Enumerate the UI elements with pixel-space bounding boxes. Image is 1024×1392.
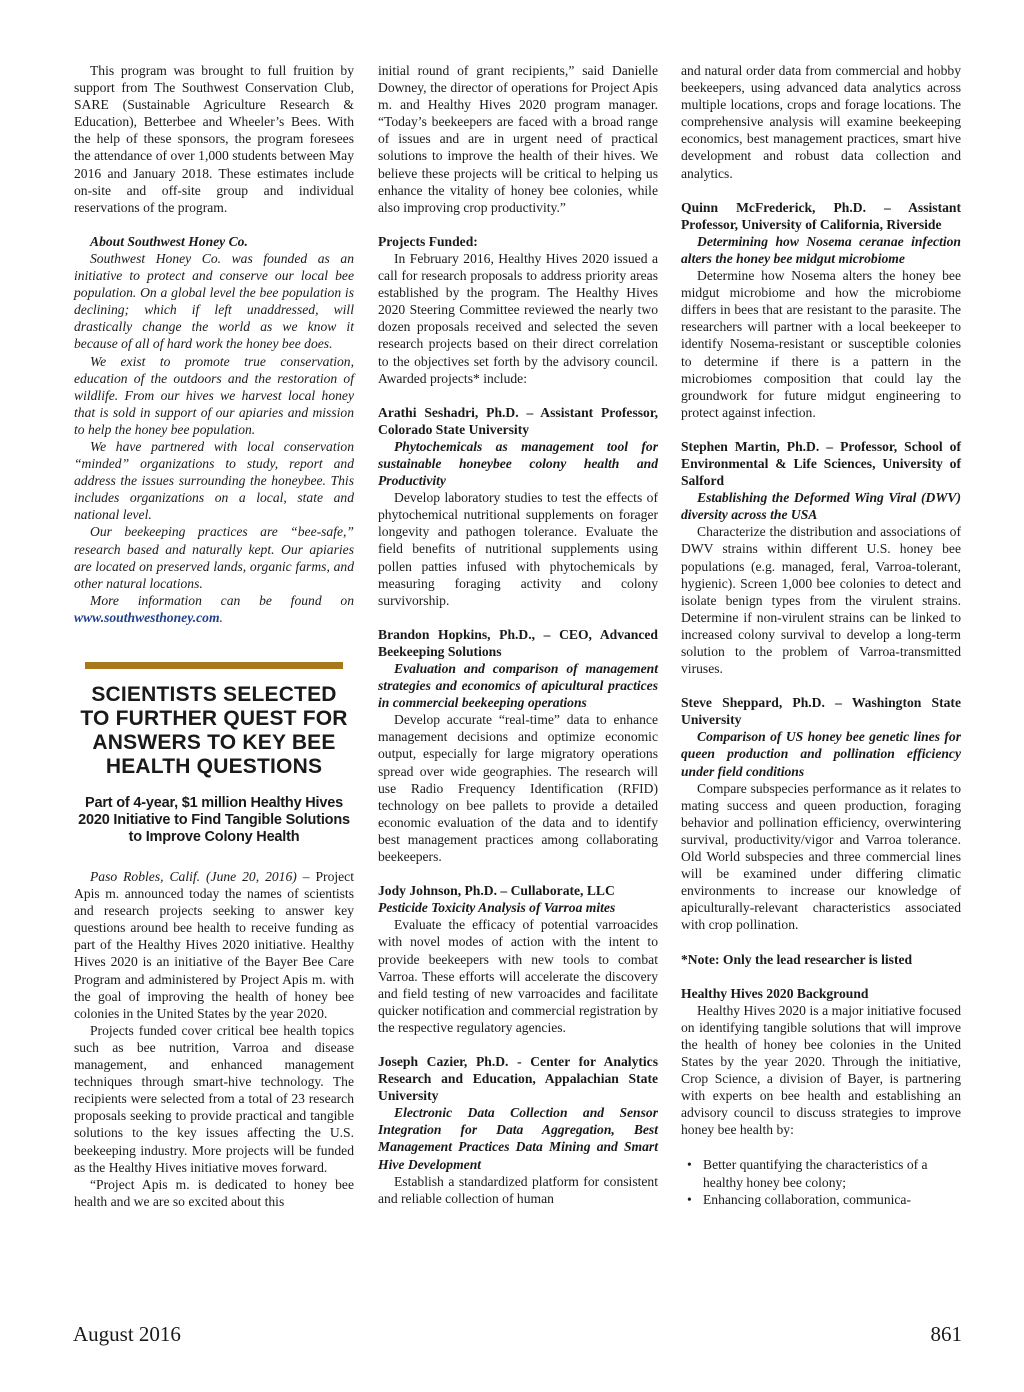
project-1-description: Develop laboratory studies to test the effects of phytochemical nutritional supplements on forager longevity and pathogen tolerance. Evaluate the field benefits of nutritional supplements using pollen patties infused with phytochemicals by measuring foraging activity and colony survivorship.: [378, 490, 658, 608]
news-paragraph-1: [74, 868, 354, 1022]
researcher-note: *Note: Only the lead researcher is listed: [681, 951, 913, 967]
project-4-description: Establish a standardized platform for consistent and reliable collection of human: [378, 1173, 658, 1206]
project-5-description: Determine how Nosema alters the honey bee midgut microbiome and how the microbiome differs in bees that are resistant to the parasite. The researchers will partner with a local beekeeper to identify Nosema-resistant or susceptible colonies to determine if there is a pattern in the microbiomes composition that could lay the groundwork for future midgut engineering to protect against infection.: [681, 268, 961, 420]
column-1: [74, 62, 354, 1210]
project-4-researcher: Joseph Cazier, Ph.D. - Center for Analytics Research and Education, Appalachian State University: [378, 1053, 658, 1104]
project-7-description: Compare subspecies performance as it relates to mating success and queen production, foraging behavior and pollination efficiency, overwintering survival, productivity/vigor and Varroa tolerance. Old World subspecies and three commercial lines will be examined under differing climatic environments to increase our knowledge of apiculturally-relevant characteristics associated with crop pollination.: [681, 780, 961, 933]
about-period: .: [219, 609, 223, 625]
project-2-description: Develop accurate “real-time” data to enhance management decisions and optimize economic output, especially for large migratory operations spread over wide geographies. The research will use Radio Frequency Identification (RFID) technology on bee pallets to provide a detailed economic evaluation of the data and to identify best management practices among collaborating beekeepers.: [378, 712, 658, 865]
background-bullet-list: [681, 1156, 961, 1207]
section-divider-rule: [85, 662, 343, 669]
intro-paragraph: This program was brought to full fruition by support from The Southwest Conservation Club, SARE (Sustainable Agriculture Research & Education), Betterbee and Wheeler’s Bees. With the help of these sponsors, the program foresees the attendance of over 1,000 students between May 2016 and January 2018. These estimates include on-site and off-site group and individual reservations of the program.: [74, 63, 354, 215]
project-7-researcher: Steve Sheppard, Ph.D. – Washington State University: [681, 695, 961, 728]
background-heading: Healthy Hives 2020 Background: [681, 985, 869, 1001]
project-1-researcher: Arathi Seshadri, Ph.D. – Assistant Professor, Colorado State University: [378, 404, 658, 437]
project-3-description: Evaluate the efficacy of potential varroacides with novel modes of action with the intent to provide beekeepers with new tools to combat Varroa. These efforts will accelerate the discovery and field testing of new varroacides and facilitate quicker notification and commercial registration by the respective regulatory agencies.: [378, 917, 658, 1035]
project-6-description: Characterize the distribution and associations of DWV strains within different U.S. honey bee populations (e.g. managed, feral, Varroa-tolerant, hygienic). Screen 1,000 bee colonies to detect and isolate benign types from the virulent strains. Determine if non-virulent strains can be linked to increased colony survival to develop a long-term solution to the problem of Varroa-transmitted viruses.: [681, 524, 961, 677]
bullet-item: • Better quantifying the characteristics of a healthy honey bee colony;: [687, 1156, 961, 1190]
southwest-honey-link[interactable]: www.southwesthoney.com: [74, 609, 220, 625]
project-4-continuation: and natural order data from commercial and hobby beekeepers, using advanced data analytics across multiple locations, crops and forage locations. The comprehensive analysis will examine beekeeping economics, best management practices, smart hive development and robust data collection and analytics.: [681, 63, 961, 181]
dateline: Paso Robles, Calif. (June 20, 2016): [90, 869, 297, 884]
project-7-title: Comparison of US honey bee genetic lines for queen production and pollination efficiency under field conditions: [681, 729, 961, 779]
projects-funded-heading: Projects Funded:: [378, 233, 478, 249]
quote-continuation: initial round of grant recipients,” said Danielle Downey, the director of operations for Project Apis m. and Healthy Hives 2020 program manager. “Today’s beekeepers are faced with a broad range of issues and are in urgent need of practical solutions to improve the health of their hives. We believe these projects will be critical to helping us enhance the vitality of honey bee colonies, while also improving crop productivity.”: [378, 63, 658, 215]
column-3: [681, 62, 961, 1208]
project-6-researcher: Stephen Martin, Ph.D. – Professor, School of Environmental & Life Sciences, University of Salford: [681, 438, 961, 489]
project-2-researcher: Brandon Hopkins, Ph.D., – CEO, Advanced Beekeeping Solutions: [378, 626, 658, 659]
about-paragraph-4: Our beekeeping practices are “bee-safe,” research based and naturally kept. Our apiaries are located on preserved lands, organic farms, and other natural locations.: [74, 524, 354, 591]
about-heading: About Southwest Honey Co.: [90, 233, 248, 249]
projects-funded-paragraph: In February 2016, Healthy Hives 2020 issued a call for research proposals to address priority areas established by the program. The Healthy Hives 2020 Steering Committee reviewed the nearly two dozen proposals received and selected the seven research projects based on their direct correlation to the objectives set forth by the advisory council. Awarded projects* include:: [378, 250, 658, 386]
bullet-item: • Enhancing collaboration, communica-: [687, 1191, 961, 1208]
about-paragraph-5: [74, 592, 354, 626]
project-2-title: Evaluation and comparison of management strategies and economics of apicultural practices in commercial beekeeping operations: [378, 661, 658, 711]
about-paragraph-1: Southwest Honey Co. was founded as an initiative to protect and conserve our local bee population. On a global level the bee population is declining; which if left unaddressed, will drastically change the world as we know it because of all of hard work the honey bee does.: [74, 250, 354, 352]
background-paragraph: Healthy Hives 2020 is a major initiative focused on identifying tangible solutions that will improve the health of honey bee colonies in the United States by the year 2020. Through the initiative, Crop Science, a division of Bayer, is partnering with experts on bee health and establishing an advisory council to discuss strategies to improve honey bee health by:: [681, 1002, 961, 1138]
project-3-title: Pesticide Toxicity Analysis of Varroa mites: [378, 900, 616, 916]
project-1-title: Phytochemicals as management tool for sustainable honeybee colony health and Productivity: [378, 438, 658, 489]
about-paragraph-2: We exist to promote true conservation, education of the outdoors and the restoration of wildlife. From our hives we harvest local honey that is sold in support of our apiaries and mission to help the honey bee population.: [74, 353, 354, 437]
news-paragraph-2: Projects funded cover critical bee health topics such as bee nutrition, Varroa and disease management, and enhanced management techniques through smart-hive technology. The recipients were selected from a total of 23 research proposals seeking to provide practical and tangible solutions to the key issues affecting the U.S. beekeeping industry. More projects will be funded as the Healthy Hives initiative moves forward.: [74, 1022, 354, 1175]
footer-issue-date: August 2016: [73, 1322, 181, 1346]
project-3-researcher: Jody Johnson, Ph.D. – Cullaborate, LLC: [378, 883, 615, 899]
news-paragraph-3: “Project Apis m. is dedicated to honey bee health and we are so excited about this: [74, 1176, 354, 1209]
about-paragraph-3: We have partnered with local conservation “minded” organizations to study, report and address the issues surrounding the honeybee. This includes organizations on a local, state and national level.: [74, 438, 354, 523]
article-headline: SCIENTISTS SELECTED TO FURTHER QUEST FOR ANSWERS TO KEY BEE HEALTH QUESTIONS: [80, 683, 348, 778]
project-5-title: Determining how Nosema ceranae infection alters the honey bee midgut microbiome: [681, 233, 961, 266]
article-subheadline: Part of 4-year, $1 million Healthy Hives 2020 Initiative to Find Tangible Solutions to Improve Colony Health: [78, 795, 350, 845]
about-more-info-text: More information can be found on: [90, 592, 354, 608]
news-paragraph-1-text: – Project Apis m. announced today the names of scientists and research projects seeking to answer key questions around bee health to receive funding as part of the Healthy Hives 2020 initiative. Healthy Hives 2020 is an initiative of the Bayer Bee Care Program and administered by Project Apis m. with the goal of improving the health of honey bee colonies in the United States by the year 2020.: [74, 869, 354, 1021]
footer-page-number: 861: [930, 1322, 962, 1346]
project-4-title: Electronic Data Collection and Sensor Integration for Data Aggregation, Best Management Practices Data Mining and Smart Hive Development: [378, 1105, 658, 1172]
project-6-title: Establishing the Deformed Wing Viral (DWV) diversity across the USA: [681, 490, 961, 523]
column-2: [378, 62, 658, 1207]
project-5-researcher: Quinn McFrederick, Ph.D. – Assistant Professor, University of California, Riverside: [681, 199, 961, 232]
